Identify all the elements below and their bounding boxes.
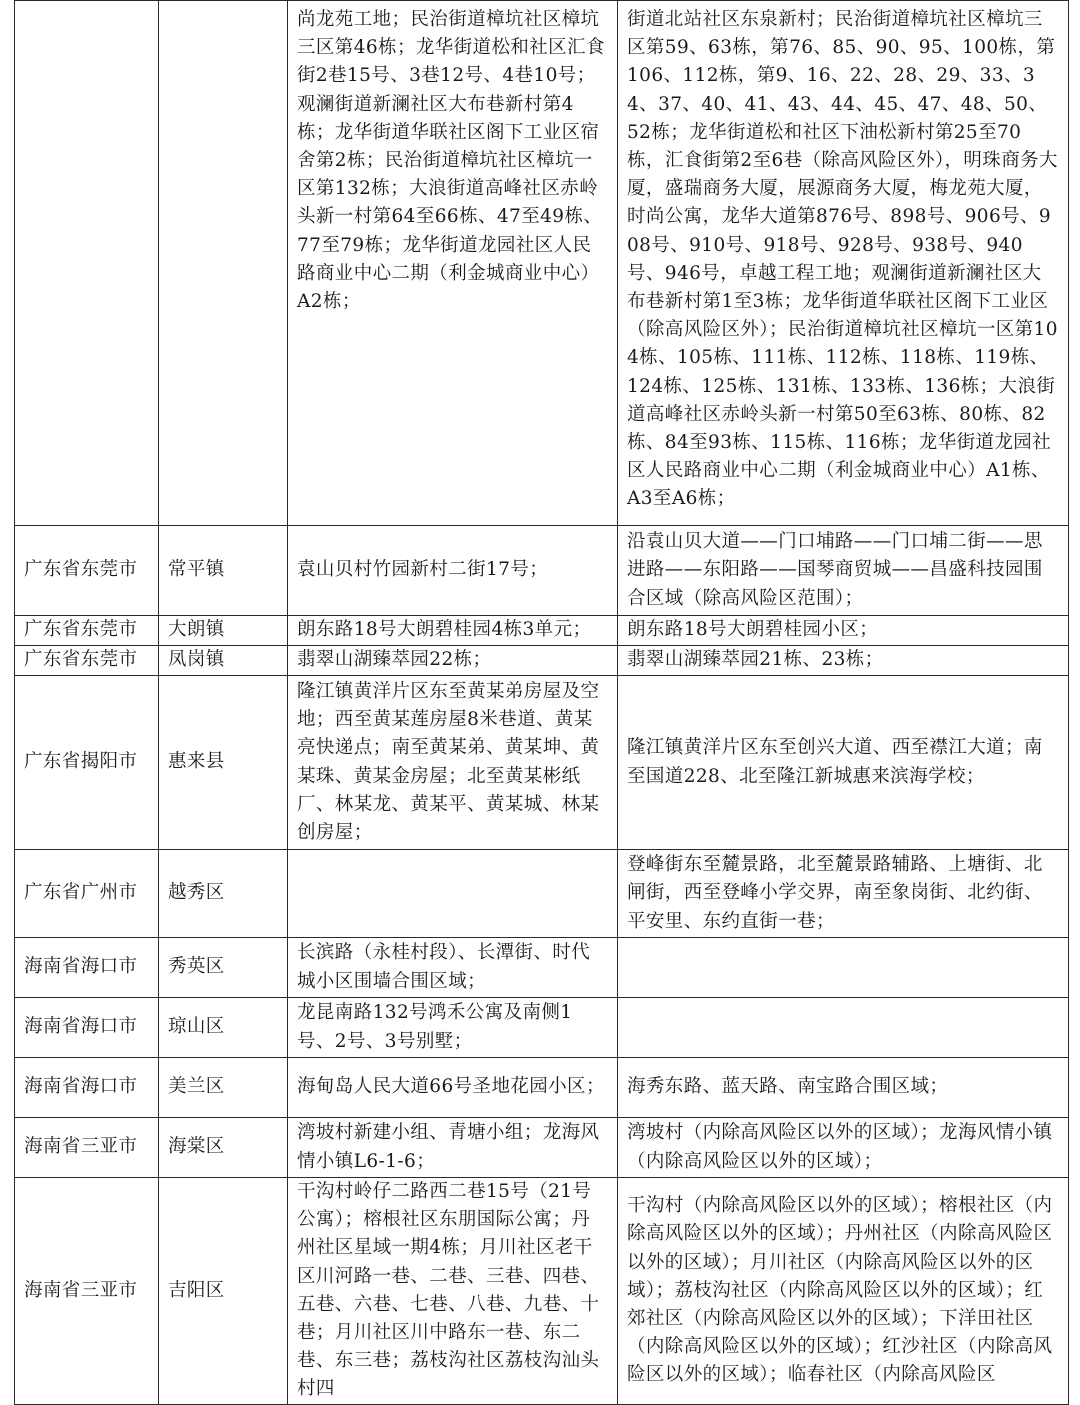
city-cell: 广东省东莞市 xyxy=(15,646,159,676)
district-cell: 越秀区 xyxy=(159,850,288,938)
table-row xyxy=(15,676,1069,850)
district-cell xyxy=(159,1,288,526)
city-cell: 海南省海口市 xyxy=(15,998,159,1058)
mid-risk-cell: 沿袁山贝大道——门口埔路——门口埔二街——思进路——东阳路——国琴商贸城——昌盛科技园围合区域（除高风险区范围）； xyxy=(618,526,1069,616)
city-cell: 海南省海口市 xyxy=(15,1058,159,1118)
high-risk-cell: 尚龙苑工地；民治街道樟坑社区樟坑三区第46栋；龙华街道松和社区汇食街2巷15号、3巷12号、4巷10号；观澜街道新澜社区大布巷新村第4栋；龙华街道华联社区阁下工业区宿舍第2栋；民治街道樟坑社区樟坑一区第132栋；大浪街道高峰社区赤岭头新一村第64至66栋、47至49栋、77至79栋；龙华街道龙园社区人民路商业中心二期（利金城商业中心）A2栋； xyxy=(288,1,618,526)
district-cell: 美兰区 xyxy=(159,1058,288,1118)
high-risk-cell: 干沟村岭仔二路西二巷15号（21号公寓）；榕根社区东朋国际公寓；丹州社区星域一期4栋；月川社区老干区川河路一巷、二巷、三巷、四巷、五巷、六巷、七巷、八巷、九巷、十巷；月川社区川中路东一巷、东二巷、东三巷；荔枝沟社区荔枝沟汕头村四 xyxy=(288,1178,618,1405)
city-cell: 广东省揭阳市 xyxy=(15,676,159,850)
high-risk-cell: 长滨路（永桂村段）、长潭街、时代城小区围墙合围区域； xyxy=(288,938,618,998)
table-row xyxy=(15,1118,1069,1178)
high-risk-cell: 湾坡村新建小组、青塘小组；龙海风情小镇L6-1-6； xyxy=(288,1118,618,1178)
district-cell: 琼山区 xyxy=(159,998,288,1058)
high-risk-cell: 隆江镇黄洋片区东至黄某弟房屋及空地；西至黄某莲房屋8米巷道、黄某亮快递点；南至黄某弟、黄某坤、黄某珠、黄某金房屋；北至黄某彬纸厂、林某龙、黄某平、黄某城、林某创房屋； xyxy=(288,676,618,850)
table-row xyxy=(15,1058,1069,1118)
city-cell xyxy=(15,1,159,526)
risk-area-table xyxy=(14,0,1069,1405)
table-row xyxy=(15,850,1069,938)
high-risk-cell: 朗东路18号大朗碧桂园4栋3单元； xyxy=(288,616,618,646)
city-cell: 广东省广州市 xyxy=(15,850,159,938)
high-risk-cell xyxy=(288,850,618,938)
high-risk-cell: 海甸岛人民大道66号圣地花园小区； xyxy=(288,1058,618,1118)
table-row xyxy=(15,616,1069,646)
district-cell: 大朗镇 xyxy=(159,616,288,646)
district-cell: 惠来县 xyxy=(159,676,288,850)
district-cell: 凤岗镇 xyxy=(159,646,288,676)
city-cell: 海南省三亚市 xyxy=(15,1178,159,1405)
district-cell: 秀英区 xyxy=(159,938,288,998)
mid-risk-cell: 朗东路18号大朗碧桂园小区； xyxy=(618,616,1069,646)
mid-risk-cell: 登峰街东至麓景路，北至麓景路辅路、上塘街、北闸街，西至登峰小学交界，南至象岗街、北约街、平安里、东约直街一巷； xyxy=(618,850,1069,938)
mid-risk-cell: 海秀东路、蓝天路、南宝路合围区域； xyxy=(618,1058,1069,1118)
city-cell: 海南省三亚市 xyxy=(15,1118,159,1178)
table-row xyxy=(15,526,1069,616)
mid-risk-cell xyxy=(618,938,1069,998)
city-cell: 海南省海口市 xyxy=(15,938,159,998)
table-row xyxy=(15,1,1069,526)
district-cell: 海棠区 xyxy=(159,1118,288,1178)
table-row xyxy=(15,938,1069,998)
mid-risk-cell: 翡翠山湖臻萃园21栋、23栋； xyxy=(618,646,1069,676)
table-row xyxy=(15,998,1069,1058)
mid-risk-cell xyxy=(618,998,1069,1058)
mid-risk-cell: 湾坡村（内除高风险区以外的区域）；龙海风情小镇（内除高风险区以外的区域）； xyxy=(618,1118,1069,1178)
district-cell: 吉阳区 xyxy=(159,1178,288,1405)
city-cell: 广东省东莞市 xyxy=(15,616,159,646)
high-risk-cell: 翡翠山湖臻萃园22栋； xyxy=(288,646,618,676)
mid-risk-cell: 隆江镇黄洋片区东至创兴大道、西至襟江大道；南至国道228、北至隆江新城惠来滨海学校； xyxy=(618,676,1069,850)
high-risk-cell: 龙昆南路132号鸿禾公寓及南侧1号、2号、3号别墅； xyxy=(288,998,618,1058)
mid-risk-cell: 街道北站社区东泉新村；民治街道樟坑社区樟坑三区第59、63栋，第76、85、90、95、100栋，第106、112栋，第9、16、22、28、29、33、34、37、40、41、43、44、45、47、48、50、52栋；龙华街道松和社区下油松新村第25至70栋，汇食街第2至6巷（除高风险区外），明珠商务大厦，盛瑞商务大厦，展源商务大厦，梅龙苑大厦，时尚公寓，龙华大道第876号、898号、906号、908号、910号、918号、928号、938号、940号、946号，卓越工程工地；观澜街道新澜社区大布巷新村第1至3栋；龙华街道华联社区阁下工业区（除高风险区外）；民治街道樟坑社区樟坑一区第104栋、105栋、111栋、112栋、118栋、119栋、124栋、125栋、131栋、133栋、136栋；大浪街道高峰社区赤岭头新一村第50至63栋、80栋、82栋、84至93栋、115栋、116栋；龙华街道龙园社区人民路商业中心二期（利金城商业中心）A1栋、A3至A6栋； xyxy=(618,1,1069,526)
table-row xyxy=(15,646,1069,676)
city-cell: 广东省东莞市 xyxy=(15,526,159,616)
table-row xyxy=(15,1178,1069,1405)
mid-risk-cell: 干沟村（内除高风险区以外的区域）；榕根社区（内除高风险区以外的区域）；丹州社区（内除高风险区以外的区域）；月川社区（内除高风险区以外的区域）；荔枝沟社区（内除高风险区以外的区域）；红郊社区（内除高风险区以外的区域）；下洋田社区（内除高风险区以外的区域）；红沙社区（内除高风险区以外的区域）；临春社区（内除高风险区 xyxy=(618,1178,1069,1405)
high-risk-cell: 袁山贝村竹园新村二街17号； xyxy=(288,526,618,616)
district-cell: 常平镇 xyxy=(159,526,288,616)
